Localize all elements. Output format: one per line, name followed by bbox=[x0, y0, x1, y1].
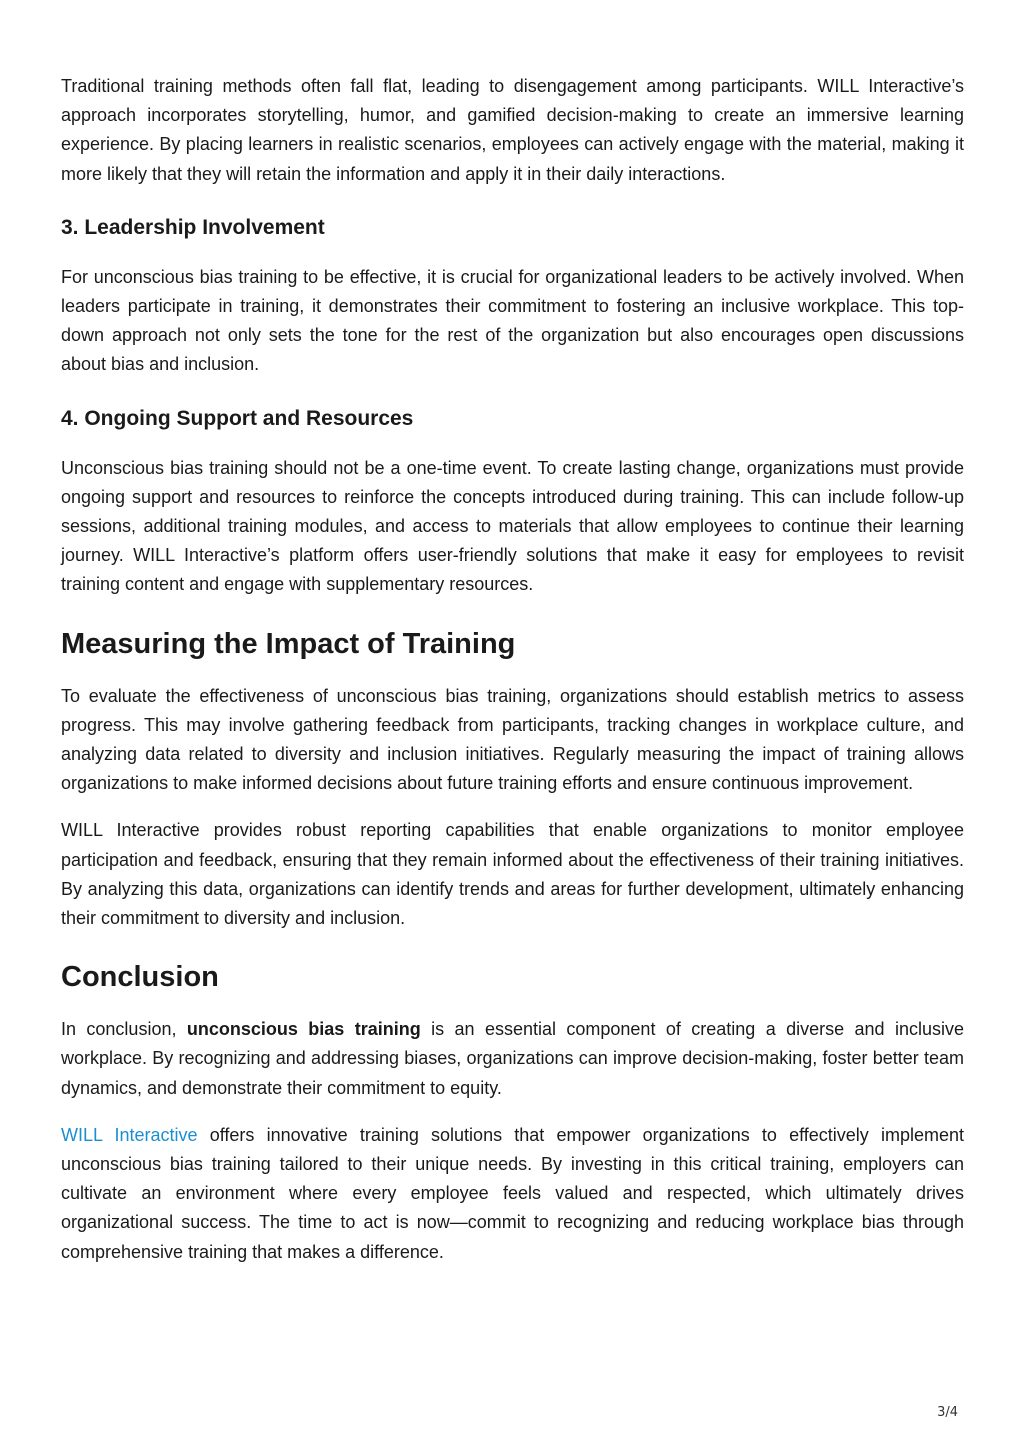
heading-leadership-involvement: 3. Leadership Involvement bbox=[61, 215, 325, 239]
conclusion-paragraph-2 bbox=[61, 1121, 964, 1267]
measuring-paragraph-2: WILL Interactive provides robust reporting capabilities that enable organizations to monitor employee participation and feedback, ensuring that they remain informed about the effectiveness of their training initiatives. By analyzing this data, organizations can identify trends and areas for further development, ultimately enhancing their commitment to diversity and inclusion. bbox=[61, 820, 964, 929]
conclusion-paragraph-1 bbox=[61, 1015, 964, 1103]
conclusion-text-post: is an essential component of creating a diverse and inclusive workplace. By recognizing and addressing biases, organizations can improve decision-making, foster better team dynamics, and demonstrate their commitment to equity. bbox=[61, 1019, 965, 1098]
leadership-paragraph: For unconscious bias training to be effective, it is crucial for organizational leaders to be actively involved. When leaders participate in training, it demonstrates their commitment to fostering an inclusive workplace. This top-down approach not only sets the tone for the rest of the organization but also encourages open discussions about bias and inclusion. bbox=[61, 266, 964, 375]
heading-measuring-impact: Measuring the Impact of Training bbox=[61, 627, 516, 660]
will-interactive-link[interactable]: WILL Interactive bbox=[61, 1124, 198, 1145]
document-page bbox=[61, 72, 964, 1285]
conclusion-2-text: offers innovative training solutions that empower organizations to effectively implement unconscious bias training tailored to their unique needs. By investing in this critical training, employers can cultivate an environment where every employee feels valued and respected, which ultimately drives organizational success. The time to act is now—commit to recognizing and reducing workplace bias through comprehensive training that makes a difference. bbox=[61, 1124, 964, 1262]
heading-ongoing-support: 4. Ongoing Support and Resources bbox=[61, 406, 414, 430]
conclusion-text-pre: In conclusion, bbox=[61, 1019, 187, 1040]
intro-paragraph: Traditional training methods often fall flat, leading to disengagement among participants. WILL Interactive’s approach incorporates storytelling, humor, and gamified decision-making to create an immersive learning experience. By placing learners in realistic scenarios, employees can actively engage with the material, making it more likely that they will retain the information and apply it in their daily interactions. bbox=[61, 76, 964, 184]
measuring-paragraph-1: To evaluate the effectiveness of unconscious bias training, organizations should establish metrics to assess progress. This may involve gathering feedback from participants, tracking changes in workplace culture, and analyzing data related to diversity and inclusion initiatives. Regularly measuring the impact of training allows organizations to make informed decisions about future training efforts and ensure continuous improvement. bbox=[61, 685, 964, 794]
support-paragraph: Unconscious bias training should not be a one-time event. To create lasting change, organizations must provide ongoing support and resources to reinforce the concepts introduced during training. This can include follow-up sessions, additional training modules, and access to materials that allow employees to continue their learning journey. WILL Interactive’s platform offers user-friendly solutions that make it easy for employees to revisit training content and engage with supplementary resources. bbox=[61, 457, 964, 595]
page-number: 3/4 bbox=[937, 1405, 958, 1420]
heading-conclusion: Conclusion bbox=[61, 961, 219, 994]
conclusion-bold-phrase: unconscious bias training bbox=[186, 1019, 421, 1040]
